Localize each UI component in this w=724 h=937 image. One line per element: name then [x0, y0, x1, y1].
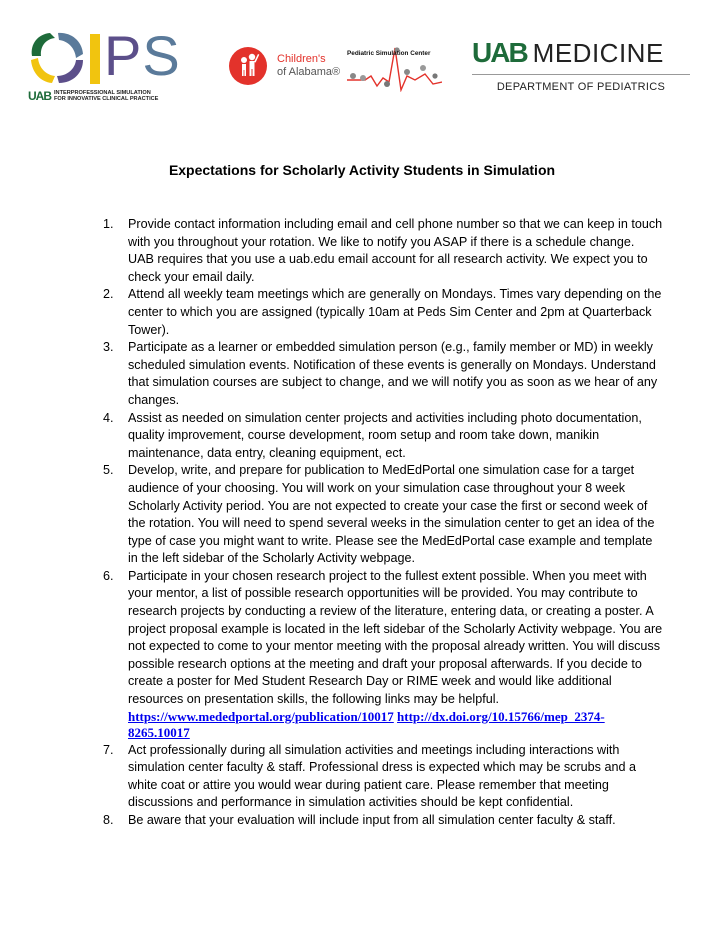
department-name: DEPARTMENT OF PEDIATRICS	[496, 81, 666, 93]
list-item: 5. Develop, write, and prepare for publication to MedEdPortal one simulation case for a target audience of your choosing. You will work on your simulation case throughout your 8 week Scholarly Activity period. You are not expected to create your case the first or second week of the rotation. You will need to spend several weeks in the simulation center to get an idea of the type of case you might want to write. Please see the MedEdPortal case example and template in the left sidebar of the Scholarly Activity webpage.	[103, 463, 655, 566]
uab-mini-mark: UAB	[28, 89, 51, 103]
list-item: 3. Participate as a learner or embedded simulation person (e.g., family member or MD) in weekly scheduled simulation events. Notification of these events is generally on Mondays. Understand that simulation courses are subject to change, and we will notify you as soon as we hear of any changes.	[103, 340, 658, 407]
divider	[472, 74, 690, 75]
hands-circle-icon	[28, 30, 86, 86]
list-item: 8. Be aware that your evaluation will include input from all simulation center faculty & staff.	[103, 813, 616, 827]
mededportal-publication-link[interactable]: https://www.mededportal.org/publication/10017	[128, 708, 394, 724]
uab-medicine-logo	[472, 38, 697, 94]
doi-link[interactable]: http://dx.doi.org/10.15766/mep_2374-8265.10017	[128, 708, 605, 741]
resource-links	[128, 709, 663, 742]
expectations-list	[103, 216, 663, 830]
ips-subtitle: UAB INTERPROFESSIONAL SIMULATION FOR INNOVATIVE CLINICAL PRACTICE	[28, 89, 159, 103]
ips-wordmark: PS	[104, 24, 181, 87]
list-item: 2. Attend all weekly team meetings which are generally on Mondays. Times vary depending on the center to which you are assigned (typically 10am at Peds Sim Center and 2pm at Quarterback Tower).	[103, 287, 662, 337]
ips-logo	[28, 24, 198, 103]
list-item: 4. Assist as needed on simulation center projects and activities including photo documentation, quality improvement, course development, room setup and room take down, manikin maintenance, data entry, cleaning equipment, ect.	[103, 410, 642, 460]
uab-mark: UAB	[472, 37, 527, 68]
list-item: 7. Act professionally during all simulation activities and meetings including interactions with simulation center faculty & staff. Professional dress is expected which may be scrubs and a white coat or attire you would wear during patient care. Please remember that meeting discussions and performance in simulation activities should be kept confidential.	[103, 742, 636, 810]
ips-i-bar	[90, 34, 100, 84]
medicine-wordmark: MEDICINE	[532, 38, 664, 68]
list-item: 1. Provide contact information including email and cell phone number so that we can keep in touch with you throughout your rotation. We like to notify you ASAP if there is a schedule change. UAB requires that you use a uab.edu email account for all research activity. We expect you to check your email daily.	[103, 217, 663, 284]
childrens-of-alabama-logo: Children's of Alabama®	[229, 40, 349, 92]
document-title: Expectations for Scholarly Activity Students in Simulation	[168, 162, 556, 178]
pediatric-simulation-center-logo: Pediatric Simulation Center	[347, 38, 442, 90]
children-figures-icon	[229, 47, 267, 85]
list-item: 6. Participate in your chosen research project to the fullest extent possible. When you meet with your mentor, a list of possible research opportunities will be provided. You may contribute to research projects by conducting a review of the literature, entering data, or creating a poster. A project proposal example is located in the left sidebar of the Scholarly Activity webpage. You are not expected to come to your mentor meeting with the proposal already written. You will discuss possible research options at the meeting and draft your proposal afterwards. If you decide to create a poster for Med Student Research Day or RIME week and would like additional resources on presentation skills, the following links may be helpful. https://www.mededportal.org/publication/10017 http://dx.doi.org/10.15766/mep_2374-8265.10017	[103, 568, 663, 741]
